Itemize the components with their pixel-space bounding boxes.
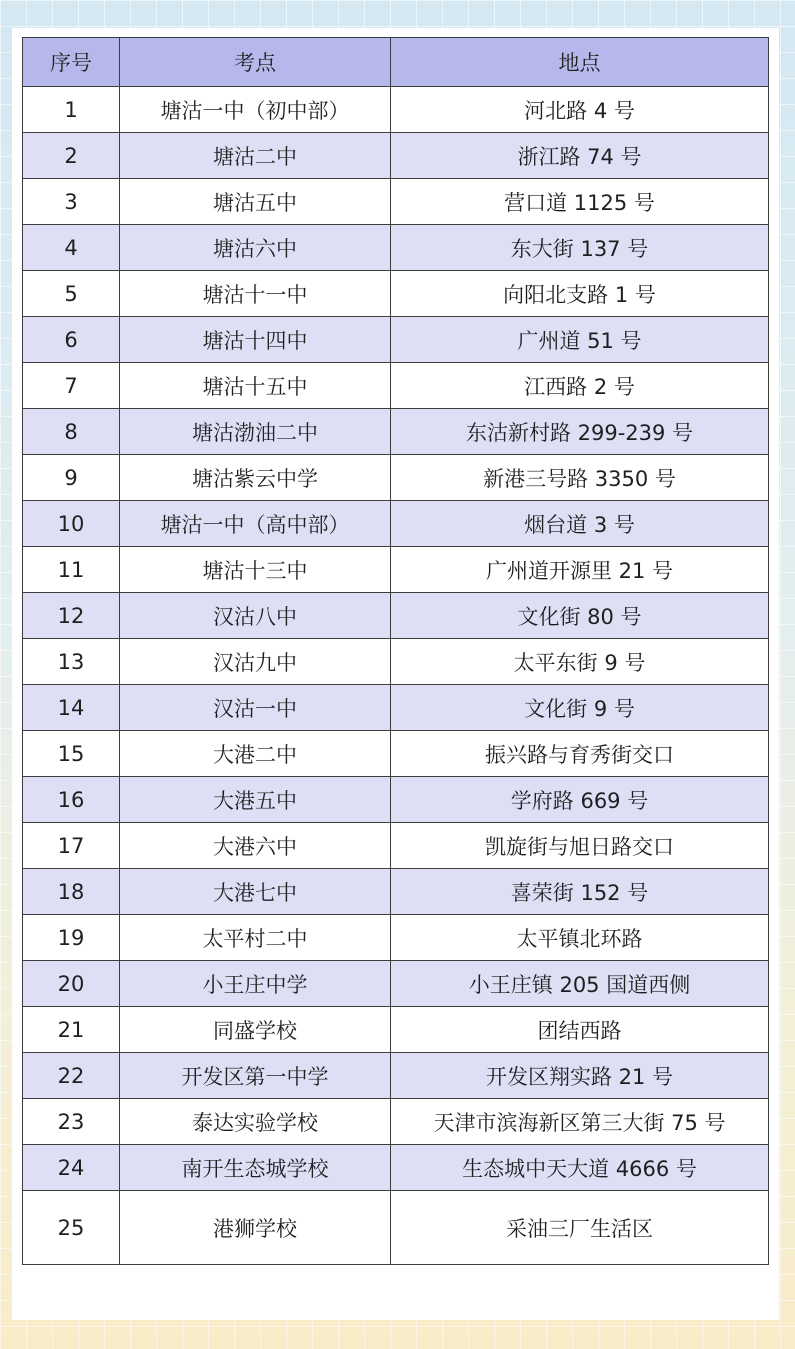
- cell-no: 5: [23, 271, 120, 317]
- cell-no: 9: [23, 455, 120, 501]
- table-row: [23, 501, 769, 547]
- cell-school: 港狮学校: [120, 1191, 391, 1265]
- table-row: [23, 869, 769, 915]
- table-row: [23, 639, 769, 685]
- table-row: [23, 87, 769, 133]
- cell-address: 小王庄镇 205 国道西侧: [391, 961, 769, 1007]
- cell-address: 向阳北支路 1 号: [391, 271, 769, 317]
- cell-address: 太平东街 9 号: [391, 639, 769, 685]
- cell-address: 振兴路与育秀街交口: [391, 731, 769, 777]
- cell-school: 大港五中: [120, 777, 391, 823]
- cell-address: 新港三号路 3350 号: [391, 455, 769, 501]
- cell-address: 浙江路 74 号: [391, 133, 769, 179]
- table-row: [23, 1145, 769, 1191]
- table-row: [23, 547, 769, 593]
- cell-school: 塘沽渤油二中: [120, 409, 391, 455]
- cell-school: 塘沽紫云中学: [120, 455, 391, 501]
- cell-school: 塘沽十三中: [120, 547, 391, 593]
- cell-address: 凯旋街与旭日路交口: [391, 823, 769, 869]
- cell-address: 太平镇北环路: [391, 915, 769, 961]
- table-row: [23, 961, 769, 1007]
- cell-no: 6: [23, 317, 120, 363]
- table-row: [23, 777, 769, 823]
- cell-address: 团结西路: [391, 1007, 769, 1053]
- cell-no: 16: [23, 777, 120, 823]
- header-school: 考点: [120, 38, 391, 87]
- table-row: [23, 915, 769, 961]
- cell-school: 开发区第一中学: [120, 1053, 391, 1099]
- cell-address: 喜荣街 152 号: [391, 869, 769, 915]
- cell-address: 广州道开源里 21 号: [391, 547, 769, 593]
- table-row: [23, 731, 769, 777]
- cell-no: 20: [23, 961, 120, 1007]
- cell-address: 天津市滨海新区第三大街 75 号: [391, 1099, 769, 1145]
- table-row: [23, 1099, 769, 1145]
- cell-school: 大港七中: [120, 869, 391, 915]
- exam-venue-table: [22, 37, 769, 1265]
- cell-no: 11: [23, 547, 120, 593]
- table-row: [23, 363, 769, 409]
- cell-school: 汉沽一中: [120, 685, 391, 731]
- table-row: [23, 179, 769, 225]
- cell-address: 学府路 669 号: [391, 777, 769, 823]
- table-row: [23, 317, 769, 363]
- cell-no: 22: [23, 1053, 120, 1099]
- cell-no: 21: [23, 1007, 120, 1053]
- cell-school: 塘沽二中: [120, 133, 391, 179]
- cell-address: 烟台道 3 号: [391, 501, 769, 547]
- cell-school: 塘沽十四中: [120, 317, 391, 363]
- table-row: [23, 593, 769, 639]
- table-row: [23, 1053, 769, 1099]
- table-row: [23, 409, 769, 455]
- cell-no: 19: [23, 915, 120, 961]
- header-address: 地点: [391, 38, 769, 87]
- cell-address: 采油三厂生活区: [391, 1191, 769, 1265]
- cell-school: 塘沽一中（高中部）: [120, 501, 391, 547]
- table-body: [23, 87, 769, 1265]
- cell-school: 塘沽六中: [120, 225, 391, 271]
- cell-no: 10: [23, 501, 120, 547]
- cell-school: 塘沽十五中: [120, 363, 391, 409]
- cell-no: 25: [23, 1191, 120, 1265]
- table-row: [23, 455, 769, 501]
- cell-no: 4: [23, 225, 120, 271]
- cell-school: 小王庄中学: [120, 961, 391, 1007]
- cell-school: 汉沽八中: [120, 593, 391, 639]
- cell-school: 汉沽九中: [120, 639, 391, 685]
- cell-school: 泰达实验学校: [120, 1099, 391, 1145]
- cell-address: 生态城中天大道 4666 号: [391, 1145, 769, 1191]
- cell-address: 文化街 9 号: [391, 685, 769, 731]
- cell-school: 大港二中: [120, 731, 391, 777]
- cell-no: 17: [23, 823, 120, 869]
- cell-school: 塘沽五中: [120, 179, 391, 225]
- cell-address: 河北路 4 号: [391, 87, 769, 133]
- cell-no: 12: [23, 593, 120, 639]
- table-header: [23, 38, 769, 87]
- cell-address: 江西路 2 号: [391, 363, 769, 409]
- table-row: [23, 133, 769, 179]
- cell-school: 同盛学校: [120, 1007, 391, 1053]
- cell-no: 14: [23, 685, 120, 731]
- table-row: [23, 225, 769, 271]
- cell-no: 24: [23, 1145, 120, 1191]
- header-no: 序号: [23, 38, 120, 87]
- cell-address: 开发区翔实路 21 号: [391, 1053, 769, 1099]
- cell-no: 3: [23, 179, 120, 225]
- cell-school: 大港六中: [120, 823, 391, 869]
- cell-address: 东沽新村路 299-239 号: [391, 409, 769, 455]
- cell-school: 塘沽十一中: [120, 271, 391, 317]
- cell-no: 8: [23, 409, 120, 455]
- cell-no: 15: [23, 731, 120, 777]
- cell-school: 太平村二中: [120, 915, 391, 961]
- cell-school: 塘沽一中（初中部）: [120, 87, 391, 133]
- header-row: [23, 38, 769, 87]
- table-row: [23, 685, 769, 731]
- cell-address: 文化街 80 号: [391, 593, 769, 639]
- cell-no: 13: [23, 639, 120, 685]
- table-row: [23, 1007, 769, 1053]
- cell-no: 23: [23, 1099, 120, 1145]
- cell-address: 广州道 51 号: [391, 317, 769, 363]
- table-row: [23, 271, 769, 317]
- cell-no: 1: [23, 87, 120, 133]
- cell-no: 18: [23, 869, 120, 915]
- cell-no: 2: [23, 133, 120, 179]
- cell-school: 南开生态城学校: [120, 1145, 391, 1191]
- table-row: [23, 1191, 769, 1265]
- cell-address: 营口道 1125 号: [391, 179, 769, 225]
- cell-address: 东大街 137 号: [391, 225, 769, 271]
- cell-no: 7: [23, 363, 120, 409]
- table-row: [23, 823, 769, 869]
